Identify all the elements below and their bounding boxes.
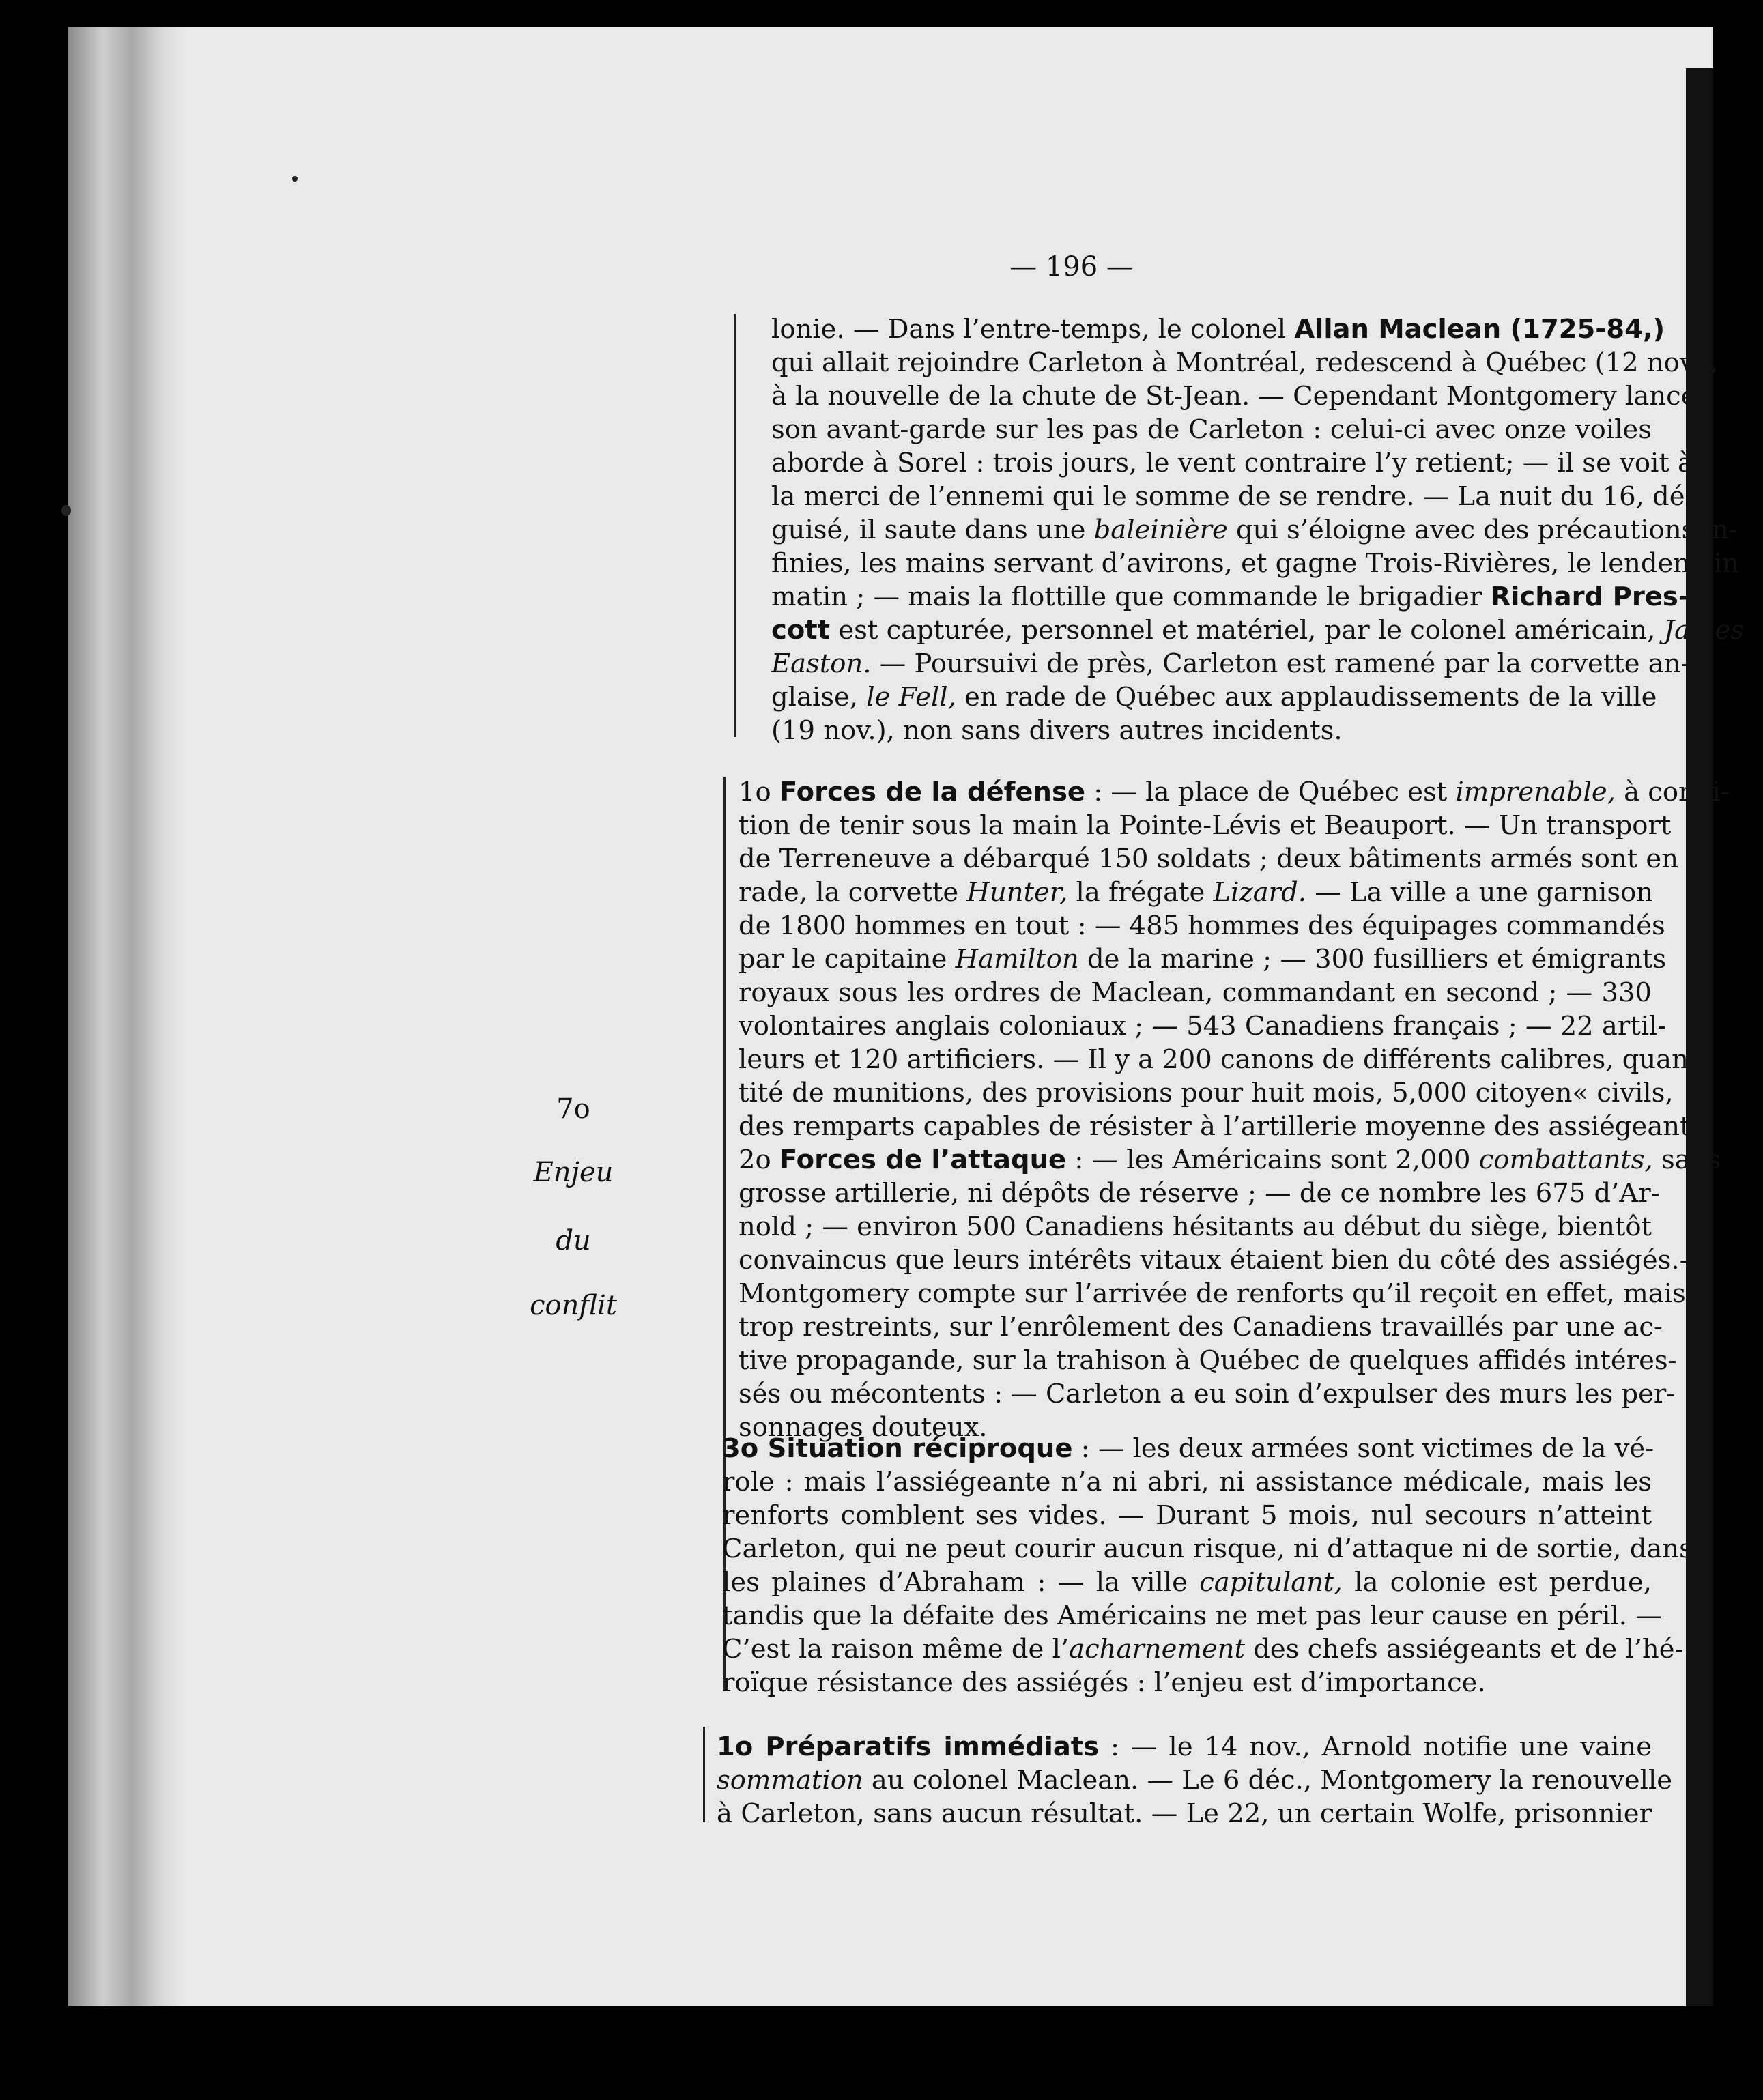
sidenote-number: 7o: [556, 1093, 590, 1125]
text-run: tité de munitions, des provisions pour huit mois, 5,000 citoyen« civils,: [739, 1078, 1674, 1108]
speck: [292, 176, 298, 182]
text-run: glaise,: [771, 682, 867, 713]
text-line: [771, 714, 1652, 747]
text-line: [739, 1110, 1712, 1143]
text-line: [722, 1632, 1684, 1666]
text-run: grosse artillerie, ni dépôts de réserve ; — de ce nombre les 675 d’Ar-: [739, 1178, 1660, 1209]
text-line: [739, 876, 1652, 909]
text-line: [739, 842, 1678, 876]
text-run: 2o: [739, 1145, 779, 1175]
paragraph-defense: [739, 775, 1730, 1143]
paragraph-preparations: [717, 1730, 1673, 1830]
text-run: : — la place de Québec est: [1085, 777, 1456, 807]
italic-term: combattants,: [1478, 1145, 1653, 1175]
text-line: [739, 1210, 1652, 1243]
bold-term: Préparatifs immédiats: [765, 1731, 1100, 1762]
text-line: [739, 976, 1652, 1009]
text-run: sés ou mécontents : — Carleton a eu soin d’expulser des murs les per-: [739, 1379, 1676, 1409]
text-line: [739, 1243, 1706, 1277]
text-run: par le capitaine: [739, 944, 956, 975]
text-run: au colonel Maclean. — Le 6 déc., Montgomery la renouvelle: [863, 1765, 1673, 1796]
italic-term: Lizard.: [1213, 877, 1306, 908]
text-line: [771, 547, 1739, 580]
text-run: C’est la raison même de l’: [722, 1634, 1070, 1665]
text-run: des remparts capables de résister à l’artillerie moyenne des assiégeants.: [739, 1111, 1712, 1142]
bold-term: Forces de l’attaque: [779, 1145, 1067, 1175]
text-run: de 1800 hommes en tout : — 485 hommes des équipages commandés: [739, 910, 1665, 941]
italic-term: sommation: [717, 1765, 863, 1796]
paragraph-situation: [722, 1432, 1693, 1699]
text-run: convaincus que leurs intérêts vitaux étaient bien du côté des assiégés.—: [739, 1245, 1706, 1276]
bold-term: 1o: [717, 1731, 766, 1762]
text-run: Montgomery compte sur l’arrivée de renforts qu’il reçoit en effet, mais: [739, 1278, 1686, 1309]
text-run: Carleton, qui ne peut courir aucun risque, ni d’attaque ni de sortie, dans: [722, 1534, 1693, 1564]
text-line: [739, 1076, 1674, 1110]
italic-term: Easton.: [771, 648, 872, 679]
text-run: : — les deux armées sont victimes de la vé-: [1072, 1433, 1654, 1464]
italic-term: Hunter,: [966, 877, 1068, 908]
text-run: la colonie est perdue,: [1342, 1567, 1652, 1598]
text-run: de Terreneuve a débarqué 150 soldats ; deux bâtiments armés sont en: [739, 844, 1678, 874]
text-run: lonie. — Dans l’entre-temps, le colonel: [771, 314, 1295, 345]
text-line: [771, 346, 1719, 379]
italic-term: imprenable,: [1455, 777, 1616, 807]
text-line: [717, 1797, 1652, 1830]
text-line: [739, 943, 1667, 976]
italic-term: James: [1663, 615, 1745, 646]
text-line: [771, 413, 1652, 446]
text-line: [771, 680, 1657, 714]
text-line: [771, 379, 1697, 413]
text-line: [722, 1566, 1652, 1599]
text-run: — Poursuivi de près, Carleton est ramené par la corvette an-: [871, 648, 1690, 679]
text-run: qui allait rejoindre Carleton à Montréal, redescend à Québec (12 nov.),: [771, 347, 1719, 378]
italic-term: acharnement: [1069, 1634, 1245, 1665]
text-run: (19 nov.), non sans divers autres incidents.: [771, 715, 1343, 746]
sidenote-word: Enjeu: [533, 1157, 614, 1188]
italic-term: capitulant,: [1199, 1567, 1343, 1598]
text-run: : — les Américains sont 2,000: [1066, 1145, 1479, 1175]
text-run: est capturée, personnel et matériel, par le colonel américain,: [830, 615, 1664, 646]
bold-term: 3o: [722, 1433, 768, 1464]
bold-term: Allan Maclean: [1294, 314, 1502, 345]
text-run: 1o: [739, 777, 779, 807]
text-run: role : mais l’assiégeante n’a ni abri, ni assistance médicale, mais les: [722, 1467, 1652, 1497]
text-run: son avant-garde sur les pas de Carleton : celui-ci avec onze voiles: [771, 414, 1652, 445]
margin-bracket: [734, 314, 736, 737]
text-run: rade, la corvette: [739, 877, 967, 908]
sidenote-word: conflit: [530, 1290, 617, 1321]
bold-term: Situation réciproque: [767, 1433, 1073, 1464]
paragraph-attack: [739, 1143, 1721, 1444]
text-line: [771, 313, 1665, 346]
text-run: les plaines d’Abraham : — la ville: [722, 1567, 1200, 1598]
text-line: [739, 1009, 1667, 1043]
text-run: : — le 14 nov., Arnold notifie une vaine: [1099, 1731, 1652, 1762]
text-line: [717, 1764, 1673, 1797]
text-line: [722, 1666, 1652, 1699]
text-line: [771, 647, 1690, 680]
text-run: tandis que la défaite des Américains ne met pas leur cause en péril. —: [722, 1600, 1662, 1631]
text-line: [739, 1177, 1660, 1210]
page-number: — 196 —: [1009, 251, 1134, 283]
text-run: renforts comblent ses vides. — Durant 5 mois, nul secours n’atteint: [722, 1500, 1652, 1531]
margin-bracket: [703, 1727, 705, 1822]
sidenote-word: du: [556, 1225, 591, 1256]
text-run: finies, les mains servant d’avirons, et gagne Trois-Rivières, le lendemain: [771, 548, 1739, 579]
text-line: [739, 775, 1730, 809]
text-line: [771, 614, 1745, 647]
text-run: — La ville a une garnison: [1306, 877, 1654, 908]
text-line: [739, 1377, 1676, 1411]
text-run: guisé, il saute dans une: [771, 515, 1094, 545]
text-run: sonnages douteux.: [739, 1412, 988, 1443]
text-run: roïque résistance des assiégés : l’enjeu est d’importance.: [722, 1667, 1486, 1698]
page-binding-shadow: [68, 27, 184, 2006]
italic-term: Hamilton: [955, 944, 1079, 975]
text-run: tive propagande, sur la trahison à Québec de quelques affidés intéres-: [739, 1345, 1677, 1376]
text-run: la merci de l’ennemi qui le somme de se rendre. — La nuit du 16, dé-: [771, 481, 1694, 512]
bold-term: Forces de la défense: [779, 777, 1085, 807]
italic-term: le Fell,: [866, 682, 956, 713]
text-line: [771, 480, 1694, 513]
text-run: à la nouvelle de la chute de St-Jean. — Cependant Montgomery lance: [771, 381, 1697, 412]
text-line: [722, 1599, 1662, 1632]
bold-term: (1725-84,): [1501, 314, 1665, 345]
text-run: à Carleton, sans aucun résultat. — Le 22, un certain Wolfe, prisonnier: [717, 1798, 1652, 1829]
text-line: [739, 1344, 1677, 1377]
text-line: [739, 1043, 1697, 1076]
text-run: qui s’éloigne avec des précautions in-: [1227, 515, 1738, 545]
italic-term: baleinière: [1093, 515, 1228, 545]
text-run: des chefs assiégeants et de l’hé-: [1244, 1634, 1684, 1665]
text-run: royaux sous les ordres de Maclean, commandant en second ; — 330: [739, 977, 1652, 1008]
text-run: leurs et 120 artificiers. — Il y a 200 canons de différents calibres, quan-: [739, 1044, 1697, 1075]
text-run: en rade de Québec aux applaudissements de la ville: [956, 682, 1657, 713]
text-run: volontaires anglais coloniaux ; — 543 Canadiens français ; — 22 artil-: [739, 1011, 1667, 1041]
text-line: [739, 1310, 1663, 1344]
text-line: [739, 909, 1665, 943]
text-line: [739, 809, 1672, 842]
text-run: trop restreints, sur l’enrôlement des Canadiens travaillés par une ac-: [739, 1312, 1663, 1342]
text-run: tion de tenir sous la main la Pointe-Lévis et Beauport. — Un transport: [739, 810, 1672, 841]
text-line: [722, 1532, 1693, 1566]
text-line: [722, 1465, 1652, 1499]
text-run: matin ; — mais la flottille que commande le brigadier: [771, 581, 1491, 612]
text-run: de la marine ; — 300 fusilliers et émigrants: [1078, 944, 1667, 975]
text-line: [739, 1143, 1721, 1177]
text-line: [717, 1730, 1652, 1764]
speck: [61, 505, 71, 516]
text-line: [722, 1432, 1652, 1465]
text-run: la frégate: [1067, 877, 1214, 908]
text-line: [739, 1277, 1686, 1310]
text-line: [771, 580, 1689, 614]
text-run: aborde à Sorel : trois jours, le vent contraire l’y retient; — il se voit à: [771, 448, 1693, 478]
bold-term: cott: [771, 615, 831, 646]
text-line: [722, 1499, 1652, 1532]
text-run: à condi-: [1615, 777, 1730, 807]
bold-term: Richard Pres-: [1490, 581, 1689, 612]
text-line: [771, 513, 1738, 547]
text-run: nold ; — environ 500 Canadiens hésitants au début du siège, bientôt: [739, 1211, 1652, 1242]
text-run: sans: [1652, 1145, 1721, 1175]
text-line: [771, 446, 1693, 480]
paragraph-intro: [771, 313, 1745, 747]
